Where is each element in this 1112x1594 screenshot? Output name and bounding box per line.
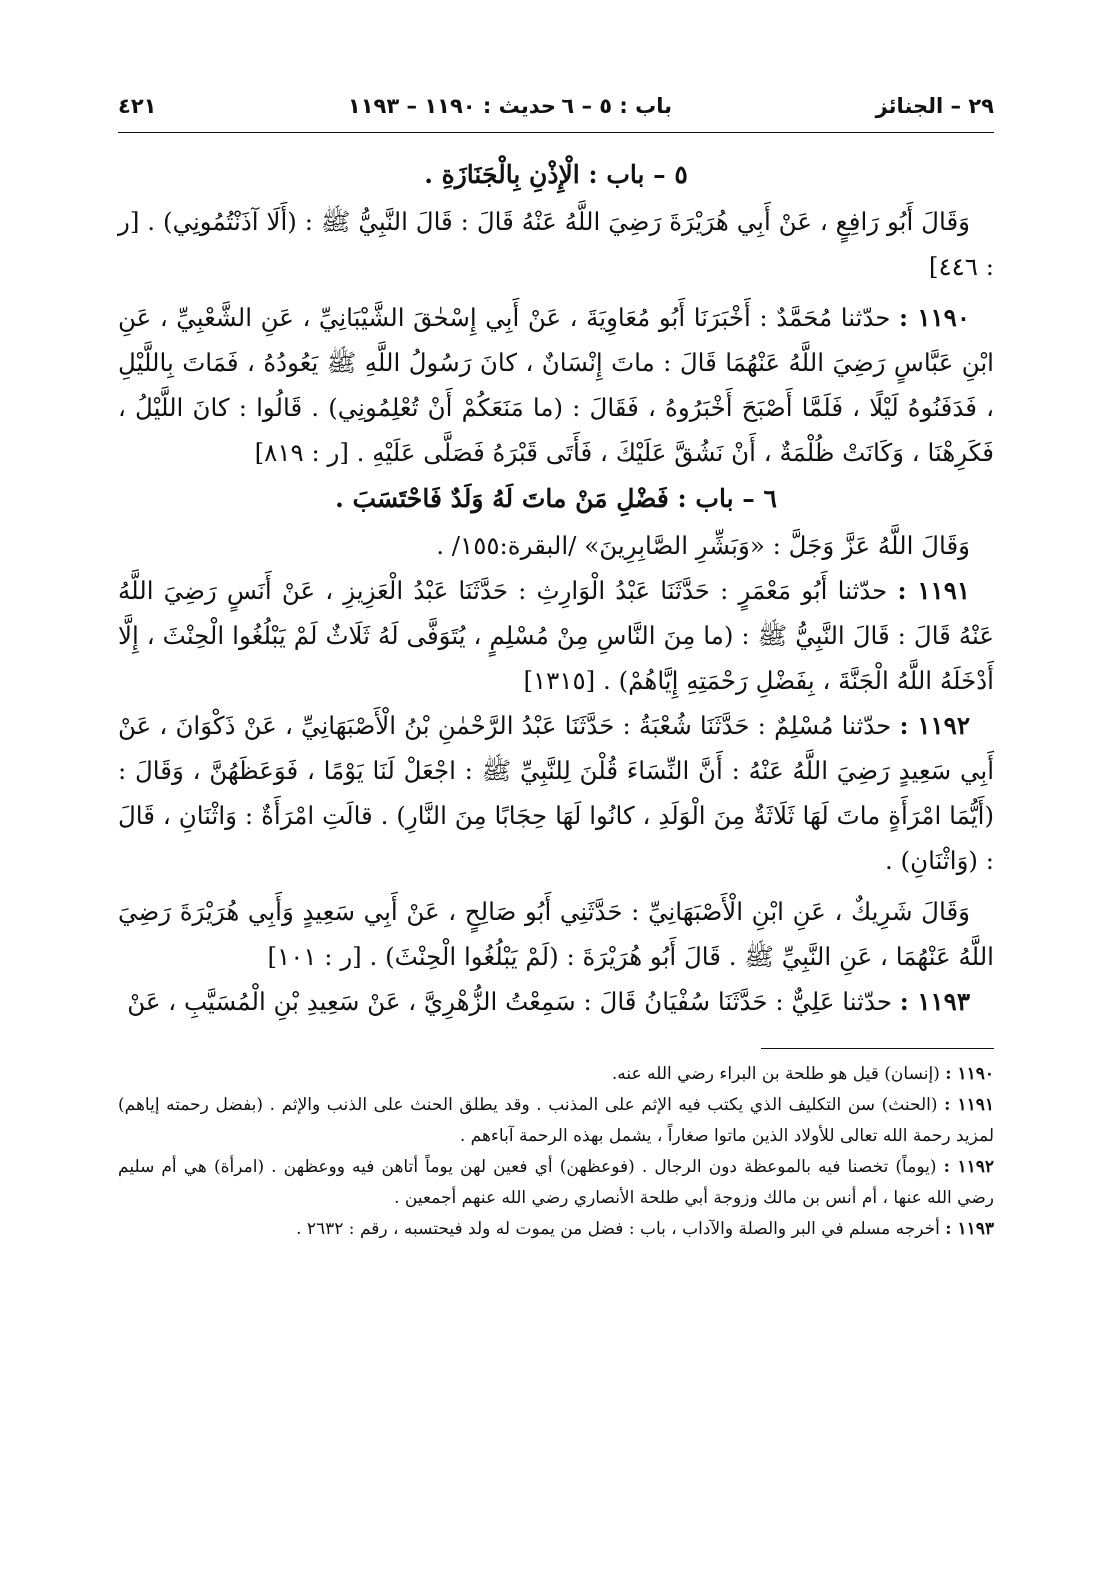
chapter-heading: ٥ – باب : الْإِذْنِ بِالْجَنَازَةِ . xyxy=(424,160,688,189)
hadith-number: ١١٩٢ : xyxy=(899,711,970,740)
footnote-number: ١١٩٠ : xyxy=(945,1064,994,1084)
footnote-number: ١١٩٣ : xyxy=(945,1219,994,1239)
text-paragraph: وَقَالَ اللَّهُ عَزَّ وَجَلَّ : «وَبَشِّرِ الصَّابِرِينَ» /البقرة:١٥٥/ . xyxy=(436,531,970,560)
header-book-title: ٢٩ – الجنائز xyxy=(875,94,994,118)
hadith-number: ١١٩١ : xyxy=(897,576,971,605)
footnote-number: ١١٩٢ : xyxy=(943,1157,994,1177)
footnote: ١١٩٠ : (إنسان) قيل هو طلحة بن البراء رضي الله عنه. xyxy=(611,1064,994,1084)
hadith-number: ١١٩٣ : xyxy=(899,987,970,1016)
text-paragraph: وَقَالَ شَرِيكٌ ، عَنِ ابْنِ الْأَصْبَهَانِيِّ : حَدَّثَنِي أَبُو صَالِحٍ ، عَنْ أَبِي سَعِيدٍ وَأَبِي هُرَيْرَةَ رَضِيَ اللَّهُ عَنْهُمَا ، عَنِ النَّبِيِّ ﷺ . قَالَ أَبُو هُرَيْرَةَ : (لَمْ يَبْلُغُوا الْحِنْثَ) . [ر : ١٠١] xyxy=(118,897,994,971)
header-hadith-range: حديث : ١١٩٠ – ١١٩٣ xyxy=(347,94,556,118)
hadith-paragraph: ١١٩٢ : حدّثنا مُسْلِمٌ : حَدَّثَنَا شُعْبَةُ : حَدَّثَنَا عَبْدُ الرَّحْمٰنِ بْنُ الْأَصْبَهَانِيِّ ، عَنْ ذَكْوَانَ ، عَنْ أَبِي سَعِيدٍ رَضِيَ اللَّهُ عَنْهُ : أَنَّ النِّسَاءَ قُلْنَ لِلنَّبِيِّ ﷺ : اجْعَلْ لَنَا يَوْمًا ، فَوَعَظَهُنَّ ، وَقَالَ : (أَيُّمَا امْرَأَةٍ ماتَ لَهَا ثَلَاثَةٌ مِنَ الْوَلَدِ ، كانُوا لَهَا حِجَابًا مِنَ النَّارِ) . قالَتِ امْرَأَةٌ : وَاثْنَانِ ، قَالَ : (وَاثْنَانِ) . xyxy=(118,711,994,875)
main-text xyxy=(118,151,994,1024)
hadith-paragraph: ١١٩١ : حدّثنا أَبُو مَعْمَرٍ : حَدَّثَنَا عَبْدُ الْوَارِثِ : حَدَّثَنَا عَبْدُ الْعَزِيزِ ، عَنْ أَنَسٍ رَضِيَ اللَّهُ عَنْهُ قَالَ : قَالَ النَّبِيُّ ﷺ : (ما مِنَ النَّاسِ مِنْ مُسْلِمٍ ، يُتَوَفَّى لَهُ ثَلَاثٌ لَمْ يَبْلُغُوا الْحِنْثَ ، إِلَّا أَدْخَلَهُ اللَّهُ الْجَنَّةَ ، بِفَضْلِ رَحْمَتِهِ إِيَّاهُمْ) . [١٣١٥] xyxy=(118,576,994,695)
page-number: ٤٢١ xyxy=(118,94,157,118)
header-divider xyxy=(118,132,994,133)
footnote: ١١٩٢ : (يوماً) تخصنا فيه بالموعظة دون الرجال . (فوعظهن) أي فعين لهن يوماً أتاهن فيه ووعظهن . (امرأة) هي أم سليم رضي الله عنها ، أم أنس بن مالك وزوجة أبي طلحة الأنصاري رضي الله عنهم أجمعين . xyxy=(118,1157,994,1208)
footnotes xyxy=(118,1059,994,1245)
footnote: ١١٩١ : (الحنث) سن التكليف الذي يكتب فيه الإثم على المذنب . وقد يطلق الحنث على الذنب والإثم . (بفضل رحمته إياهم) لمزيد رحمة الله تعالى للأولاد الذين ماتوا صغاراً ، يشمل بهذه الرحمة آباءهم . xyxy=(118,1095,994,1146)
footnote-divider xyxy=(761,1048,994,1049)
footnote: ١١٩٣ : أخرجه مسلم في البر والصلة والآداب ، باب : فضل من يموت له ولد فيحتسبه ، رقم : ٢٦٣٢ . xyxy=(296,1219,994,1239)
text-paragraph: وَقَالَ أَبُو رَافِعٍ ، عَنْ أَبِي هُرَيْرَةَ رَضِيَ اللَّهُ عَنْهُ قَالَ : قَالَ النَّبِيُّ ﷺ : (أَلَا آذَنْتُمُونِي) . [ر : ٤٤٦] xyxy=(118,207,994,281)
header-chapter-range: باب : ٥ – ٦ xyxy=(561,94,672,118)
hadith-paragraph: ١١٩٠ : حدّثنا مُحَمَّدٌ : أَخْبَرَنَا أَبُو مُعَاوِيَةَ ، عَنْ أَبِي إِسْحٰقَ الشَّيْبَانِيِّ ، عَنِ الشَّعْبِيِّ ، عَنِ ابْنِ عَبَّاسٍ رَضِيَ اللَّهُ عَنْهُمَا قَالَ : ماتَ إِنْسَانٌ ، كانَ رَسُولُ اللَّهِ ﷺ يَعُودُهُ ، فَمَاتَ بِاللَّيْلِ ، فَدَفَنُوهُ لَيْلًا ، فَلَمَّا أَصْبَحَ أَخْبَرُوهُ ، فَقَالَ : (ما مَنَعَكُمْ أَنْ تُعْلِمُونِي) . قَالُوا : كانَ اللَّيْلُ ، فَكَرِهْنَا ، وَكَانَتْ ظُلْمَةٌ ، أَنْ نَشُقَّ عَلَيْكَ ، فَأَتَى قَبْرَهُ فَصَلَّى عَلَيْهِ . [ر : ٨١٩] xyxy=(118,303,994,467)
hadith-number: ١١٩٠ : xyxy=(899,303,970,332)
book-page xyxy=(118,88,994,1245)
hadith-paragraph: ١١٩٣ : حدّثنا عَلِيٌّ : حَدَّثَنَا سُفْيَانُ قَالَ : سَمِعْتُ الزُّهْرِيَّ ، عَنْ سَعِيدِ بْنِ الْمُسَيَّبِ ، عَنْ xyxy=(127,987,970,1016)
footnote-number: ١١٩١ : xyxy=(944,1095,994,1115)
chapter-heading: ٦ – باب : فَضْلِ مَنْ ماتَ لَهُ وَلَدٌ فَاحْتَسَبَ . xyxy=(335,484,777,513)
running-header xyxy=(118,88,994,128)
